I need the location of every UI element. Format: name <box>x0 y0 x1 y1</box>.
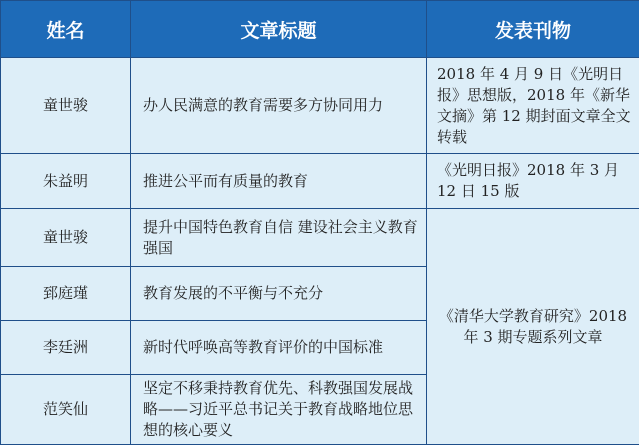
author-cell: 范笑仙 <box>1 375 131 445</box>
merged-publication-cell: 《清华大学教育研究》2018 年 3 期专题系列文章 <box>427 209 639 445</box>
author-cell: 郅庭瑾 <box>1 267 131 321</box>
table-row <box>1 154 639 209</box>
author-cell: 童世骏 <box>1 58 131 154</box>
author-cell: 李廷洲 <box>1 321 131 375</box>
article-title-cell: 坚定不移秉持教育优先、科教强国发展战略——习近平总书记关于教育战略地位思想的核心要义 <box>131 375 427 445</box>
publication-cell: 《光明日报》2018 年 3 月 12 日 15 版 <box>427 154 639 209</box>
article-title-cell: 新时代呼唤高等教育评价的中国标准 <box>131 321 427 375</box>
article-title-cell: 提升中国特色教育自信 建设社会主义教育强国 <box>131 209 427 267</box>
author-cell: 童世骏 <box>1 209 131 267</box>
author-cell: 朱益明 <box>1 154 131 209</box>
article-title-cell: 办人民满意的教育需要多方协同用力 <box>131 58 427 154</box>
table-row <box>1 58 639 154</box>
header-title: 文章标题 <box>131 1 427 58</box>
publication-cell: 2018 年 4 月 9 日《光明日报》思想版，2018 年《新华文摘》第 12 期封面文章全文转载 <box>427 58 639 154</box>
article-title-cell: 教育发展的不平衡与不充分 <box>131 267 427 321</box>
header-name: 姓名 <box>1 1 131 58</box>
header-row <box>1 1 639 58</box>
header-publication: 发表刊物 <box>427 1 639 58</box>
article-title-cell: 推进公平而有质量的教育 <box>131 154 427 209</box>
table-row <box>1 209 639 267</box>
